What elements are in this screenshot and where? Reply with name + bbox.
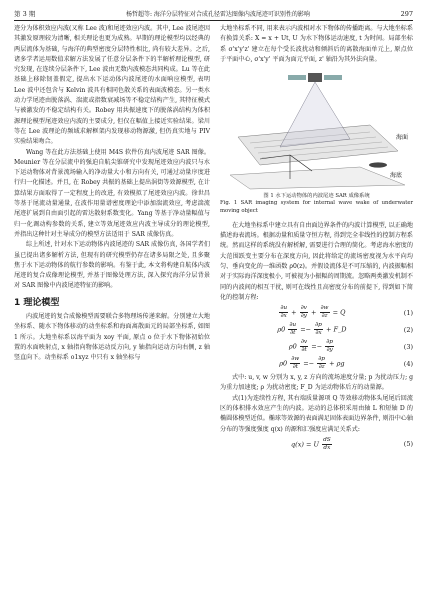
issue-label: 第 3 期: [14, 10, 36, 18]
running-title: 杨哲超等: 海洋分层特征对合成孔径雷达图像内波尾迹可识别性的影响: [125, 11, 310, 18]
right-column: [220, 24, 413, 454]
page-number: 297: [400, 10, 413, 18]
radar-beam: [280, 82, 350, 147]
body-paragraph: Wang 等在此方法基础上使用 M4S 软件仿真内波尾迹 SAR 图像。Meunier 等在分层流中的强迫自航尖锥研究中发现尾迹效应内波只与水下运动物体对背景流场输入的净动量大小和方向有关, 可通过动量序度进行归一化描述。并且, 在 Robey 共振的基础上提出涡街等效源模型, 在计算结果方面取得了一定程度上的改进, 有效模拟了尾迹效应内波。徐世昌等基于尾流动量通量, 在波作用量谱密度理论中添加湍流效应, 考虑湍流尾迹扩展到自由面引起的雷达散射系数变化。Yang 等基于净动量幅值与归一化调动构参数的关系, 建立等效尾迹效应内波主导成分的理论模型, 并指出这种针对主导成分的模型方法适用于 SAR 成像仿真。: [14, 148, 210, 238]
body-paragraph: 综上所述, 针对水下运动物体内波尾迹的 SAR 成像仿真, 各国学者们虽已提出诸多解析方法, 但现有的研究模型仍存在诸多局限之处, 且多聚焦于水下运动物体的航行参数的影响。有鉴于此, 本文将构建自航体内波尾迹的复合成像理论模型, 并基于图像处理方法, 深入探究海洋分层背景对 SAR 图像中内波尾迹特征的影响。: [14, 241, 210, 290]
equation-5: q(x) = U $\frac{dS}{dx}$ (5): [291, 436, 413, 451]
satellite-icon: [288, 73, 342, 82]
underwater-vehicle: [369, 163, 387, 168]
equation-3: ρ0 $\frac{\partial v}{\partial t}$ =− $\frac{\partial p}{\partial y}$ (3): [288, 339, 413, 354]
sea-surface-label: 海面: [396, 134, 409, 142]
body-paragraph: 大地坐标系不同, 用来表示内波相对水下物体的传播距离。与大地坐标系有换算关系: X = x + Ut, U 为水下物体运动速度, t 为时间。局部坐标系 σ'x'y'z' 建立在每个受长波扰动和倾斜后的离散海面单元上, 原点位于平面中心, σ'x'y' 平面为面元平面, z' 轴沿为其外法向量。: [220, 25, 413, 63]
left-column: [14, 24, 210, 364]
body-paragraph: 内波尾迹的复合成像模型需要联合多物理场传递来解。分别建立大地坐标系、随水下物体移动的动坐标系和海面离散面元的局部坐标系, 如图 1 所示。大地坐标系以海平面为 xoy 平面, 原点 o 位于水下物体初始位置的水面映射点, x 轴指向物体运动反方向, y 轴指向运动方向右侧, z 轴竖直向下。动坐标系 o1xyz 中只有 x 轴坐标与: [14, 313, 210, 362]
body-paragraph: 迹分为体积效应内波(又称 Lee 波)和尾迹效应内波。其中, Lee 波尾迹因其激发原理较为清晰, 相关理论也更为成熟。早期的理论模型均以经典的两层流体为基础, 与海洋的典型密度分层特性相比, 尚有较大差异。之后, 诸多学者运用数值求解方法发展了任意分层条件下的半解析理论模型, 研究发现, 在连续分层条件下, Lee 波由无数内波模态共同构成。Lu 等在此基础上移除韧盖假定, 提出水下运动体内波尾迹的水面响应模型, 表明 Lee 波中还包含与 Kelvin 波具有相同色散关系的表面波模态。另一类水动力学尾迹由脱落涡、湍流或指数衰减场等不稳定结构产生, 其特征模式与被激发的不稳定结构有关。Robey 用共振速度下的脱落涡结构为体积源理论模型尾迹效应内波的主要成分, 但仅在幅值上接近实验结果。梁川等在 Lee 波理论的频域求解框架内发现移动物源激, 但仍真实地与 PIV 实验结果吻合。: [14, 25, 210, 146]
running-header: [14, 6, 413, 21]
equation-1: $\frac{\partial u}{\partial x}$ + $\frac{\partial v}{\partial y}$ + $\frac{\partial w}{\partial z}$ = Q (1): [280, 305, 413, 320]
sar-imaging-diagram: [220, 67, 413, 191]
figure-caption: [220, 193, 413, 215]
equation-2: ρ0 $\frac{\partial u}{\partial t}$ =− $\frac{\partial p}{\partial x}$ + F_D (2): [277, 322, 413, 337]
seabed-label: 海底: [390, 172, 403, 180]
figure-1: [220, 67, 413, 191]
caption-en: SAR imaging system for internal wave wake of underwater moving object: [220, 200, 413, 214]
caption-cn: 图 1 水下运动物体的内波尾迹 SAR 成像系统: [263, 193, 370, 200]
equation-4: ρ0 $\frac{\partial w}{\partial t}$ =− $\frac{\partial p}{\partial z}$ + ρg (4): [279, 356, 413, 371]
body-paragraph: 式中: u, v, w 分别为 x, y, z 方向的流场速度分量; p 为扰动压力; g 为重力加速度; ρ 为扰动密度; F_D 为运动物体后方的动量源。: [220, 374, 413, 392]
body-paragraph: 在大地坐标系中建立具有自由面边界条件的内波计算模型, 以正确地描述海表流场。根据动量和质量守恒方程, 得到完全非线性的控制方程系统。然而这样的系统没有解析解, 需要进行合理的简化。考虑海水密度的大范围跃变主要分布在深度方向, 因此将给定的流场密度视为水平向均匀、垂向变化的一维函数 ρ0(z)。并假设流体是不可压缩的, 内波振幅相对于实际海洋深度极小, 可被视为小振幅的周期流。忽略两类激发机制不同的内波间的相互干扰, 则可在线性且高密度分布的前提下, 得到如下简化的控制方程:: [220, 221, 413, 301]
section-heading: 1 理论模型: [14, 297, 60, 308]
body-paragraph: 式(1)为连续性方程, 其右端质量源项 Q 等效移动物体头尾尾后回流区的体积排水效应产生的内波。运动的总体积采用由轴 L 和短轴 D 的椭圆体模型近似。椭球等效源的表面满足固体表面边界条件, 则沿中心轴分布的等强度强度 q(x) 的源和汇强度应满足关系式:: [220, 394, 413, 433]
seabed-plane: [230, 167, 405, 189]
caption-en-label: Fig. 1: [220, 200, 238, 207]
